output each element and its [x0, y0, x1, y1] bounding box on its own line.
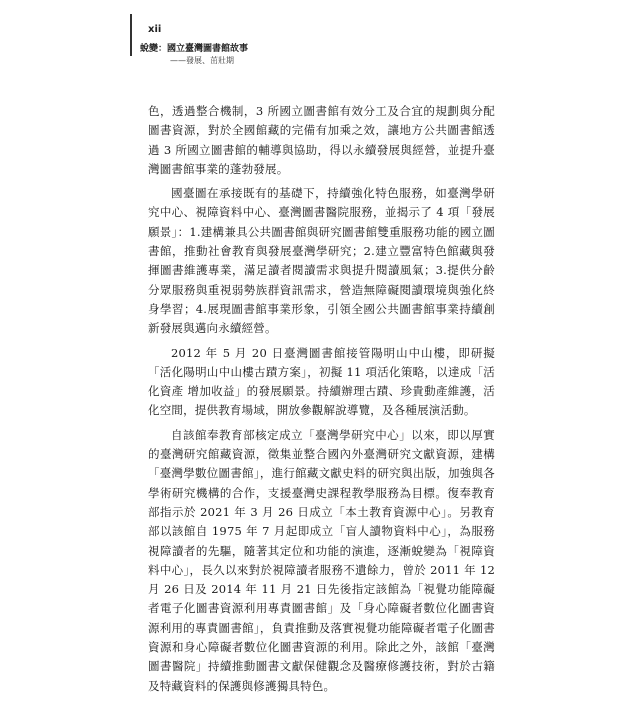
paragraph-3: 2012 年 5 月 20 日臺灣圖書館接管陽明山中山樓，即研擬「活化陽明山中山樓古蹟方案」，初擬 11 項活化策略，以達成「活化資產 增加收益」的發展願景。持續辦理古蹟、珍貴動產維護，活化空間，提供教育場域，開放參觀解說導覽，及各種展演活動。 [148, 345, 495, 418]
paragraph-2: 國臺圖在承接既有的基礎下，持續強化特色服務，如臺灣學研究中心、視障資料中心、臺灣圖書醫院服務，並揭示了 4 項「發展願景」：1.建構兼具公共圖書館與研究圖書館雙重服務功能的國立圖書館，推動社會教育與發展臺灣學研究；2.建立豐富特色館藏與發揮圖書維護專業，滿足讀者閱讀需求與提升閱讀風氣；3.提供分齡分眾服務與重視弱勢族群資訊需求，營造無障礙閱讀環境與強化終身學習；4.展現圖書館事業形象，引領全國公共圖書館事業持續創新發展與邁向永續經營。 [148, 186, 495, 336]
running-header-subtitle: ——發展、茁壯期 [170, 56, 234, 65]
running-header-title: 蛻變：國立臺灣圖書館故事 [140, 44, 249, 54]
paragraph-1: 色，透過整合機制，3 所國立圖書館有效分工及合宜的規劃與分配圖書資源，對於全國館藏的完備有加乘之效，讓地方公共圖書館透過 3 所國立圖書館的輔導與協助，得以永續發展與經營，並提升臺灣圖書館事業的蓬勃發展。 [148, 104, 495, 176]
page-number: xii [148, 24, 162, 35]
header-vertical-rule [130, 14, 132, 56]
body-text [148, 102, 495, 701]
paragraph-4: 自該館奉教育部核定成立「臺灣學研究中心」以來，即以厚實的臺灣研究館藏資源，徵集並整合國內外臺灣研究文獻資源，建構「臺灣學數位圖書館」，進行館藏文獻史料的研究與出版，加強與各學術研究機構的合作，支援臺灣史課程教學服務為目標。復奉教育部指示於 2021 年 3 月 26 日成立「本土教育資源中心」。另教育部以該館自 1975 年 7 月起即成立「盲人讀物資料中心」，為服務視障讀者的先驅，隨著其定位和功能的演進，逐漸蛻變為「視障資料中心」，長久以來對於視障讀者服務不遺餘力，曾於 2011 年 12 月 26 日及 2014 年 11 月 21 日先後指定該館為「視覺功能障礙者電子化圖書資源利用專責圖書館」及「身心障礙者數位化圖書資源利用的專責圖書館」，負責推動及落實視覺功能障礙者電子化圖書資源和身心障礙者數位化圖書資源的利用。除此之外，該館「臺灣圖書醫院」持續推動圖書文獻保健觀念及醫療修護技術，對於古籍及特藏資料的保護與修護獨具特色。 [148, 427, 495, 693]
